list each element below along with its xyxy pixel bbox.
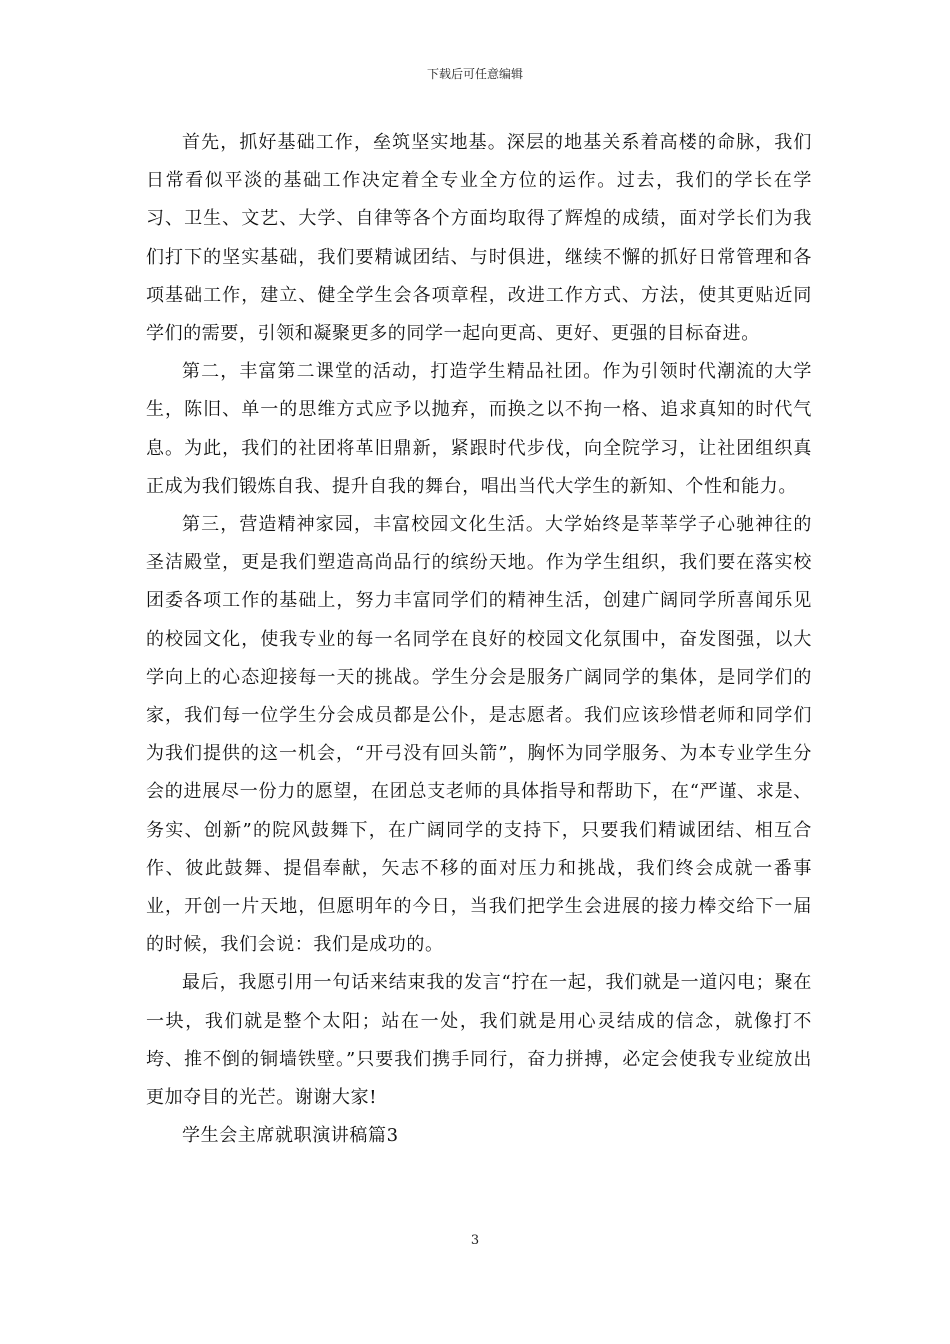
document-body <box>146 124 812 1155</box>
paragraph-second: 第二，丰富第二课堂的活动，打造学生精品社团。作为引领时代潮流的大学生，陈旧、单一的思维方式应予以抛弃，而换之以不拘一格、追求真知的时代气息。为此，我们的社团将革旧鼎新，紧跟时代步伐，向全院学习，让社团组织真正成为我们锻炼自我、提升自我的舞台，唱出当代大学生的新知、个性和能力。 <box>146 361 812 497</box>
paragraph-first: 首先，抓好基础工作，垒筑坚实地基。深层的地基关系着高楼的命脉，我们日常看似平淡的基础工作决定着全专业全方位的运作。过去，我们的学长在学习、卫生、文艺、大学、自律等各个方面均取得了辉煌的成绩，面对学长们为我们打下的坚实基础，我们要精诚团结、与时俱进，继续不懈的抓好日常管理和各项基础工作，建立、健全学生会各项章程，改进工作方式、方法，使其更贴近同学们的需要，引领和凝聚更多的同学一起向更高、更好、更强的目标奋进。 <box>146 132 812 345</box>
paragraph-third: 第三，营造精神家园，丰富校园文化生活。大学始终是莘莘学子心驰神往的圣洁殿堂，更是我们塑造高尚品行的缤纷天地。作为学生组织，我们要在落实校团委各项工作的基础上，努力丰富同学们的精神生活，创建广阔同学所喜闻乐见的校园文化，使我专业的每一名同学在良好的校园文化氛围中，奋发图强，以大学向上的心态迎接每一天的挑战。学生分会是服务广阔同学的集体，是同学们的家，我们每一位学生分会成员都是公仆，是志愿者。我们应该珍惜老师和同学们为我们提供的这一机会，“开弓没有回头箭”，胸怀为同学服务、为本专业学生分会的进展尽一份力的愿望，在团总支老师的具体指导和帮助下，在“严谨、求是、务实、创新”的院风鼓舞下，在广阔同学的支持下，只要我们精诚团结、相互合作、彼此鼓舞、提倡奉献，矢志不移的面对压力和挑战，我们终会成就一番事业，开创一片天地，但愿明年的今日，当我们把学生会进展的接力棒交给下一届的时候，我们会说：我们是成功的。 <box>146 514 812 956</box>
page-number: 3 <box>470 1233 480 1248</box>
section-heading: 学生会主席就职演讲稿篇3 <box>182 1125 399 1147</box>
paragraph-last: 最后，我愿引用一句话来结束我的发言“拧在一起，我们就是一道闪电；聚在一块，我们就是整个太阳；站在一处，我们就是用心灵结成的信念，就像打不垮、推不倒的铜墙铁壁。”只要我们携手同行，奋力拼搏，必定会使我专业绽放出更加夺目的光芒。谢谢大家! <box>146 972 812 1109</box>
page-header: 下载后可任意编辑 <box>426 67 523 81</box>
